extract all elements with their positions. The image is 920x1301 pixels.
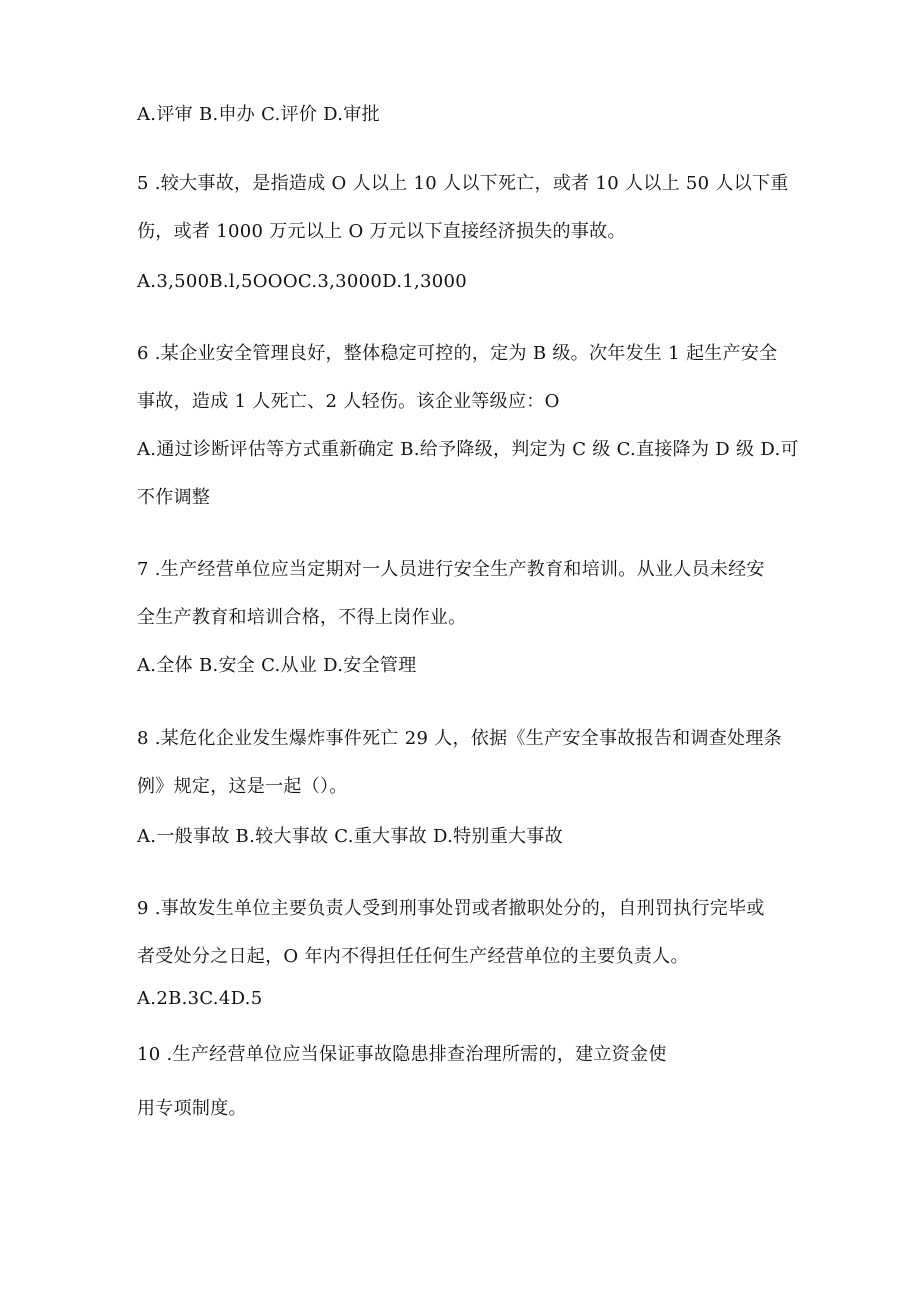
- q5-text-line-2: 伤，或者 1000 万元以上 O 万元以下直接经济损失的事故。: [137, 221, 626, 242]
- q6-options-line-2: 不作调整: [137, 487, 211, 508]
- q8-options: A.一般事故 B.较大事故 C.重大事故 D.特别重大事故: [137, 826, 563, 847]
- q10-text-line-1: 10 .生产经营单位应当保证事故隐患排查治理所需的，建立资金使: [137, 1044, 667, 1065]
- q5-options: A.3,500B.l,5OOOC.3,3000D.1,3000: [137, 271, 468, 292]
- q8-text-line-2: 例》规定，这是一起（）。: [137, 776, 348, 797]
- q7-options: A.全体 B.安全 C.从业 D.安全管理: [137, 655, 417, 676]
- q6-options-line-1: A.通过诊断评估等方式重新确定 B.给予降级，判定为 C 级 C.直接降为 D 级 D.可: [137, 439, 799, 460]
- q9-text-line-1: 9 .事故发生单位主要负责人受到刑事处罚或者撤职处分的，自刑罚执行完毕或: [137, 898, 765, 919]
- q10-text-line-2: 用专项制度。: [137, 1098, 247, 1119]
- q4-options: A.评审 B.申办 C.评价 D.审批: [137, 104, 380, 125]
- q9-text-line-2: 者受处分之日起，O 年内不得担任任何生产经营单位的主要负责人。: [137, 946, 689, 967]
- q9-options: A.2B.3C.4D.5: [137, 988, 263, 1009]
- q5-text-line-1: 5 .较大事故，是指造成 O 人以上 10 人以下死亡，或者 10 人以上 50 人以下重: [137, 173, 789, 194]
- q7-text-line-1: 7 .生产经营单位应当定期对一人员进行安全生产教育和培训。从业人员未经安: [137, 559, 765, 580]
- q7-text-line-2: 全生产教育和培训合格，不得上岗作业。: [137, 607, 467, 628]
- q8-text-line-1: 8 .某危化企业发生爆炸事件死亡 29 人，依据《生产安全事故报告和调查处理条: [137, 728, 782, 749]
- q6-text-line-2: 事故，造成 1 人死亡、2 人轻伤。该企业等级应：O: [137, 391, 560, 412]
- q6-text-line-1: 6 .某企业安全管理良好，整体稳定可控的，定为 B 级。次年发生 1 起生产安全: [137, 343, 778, 364]
